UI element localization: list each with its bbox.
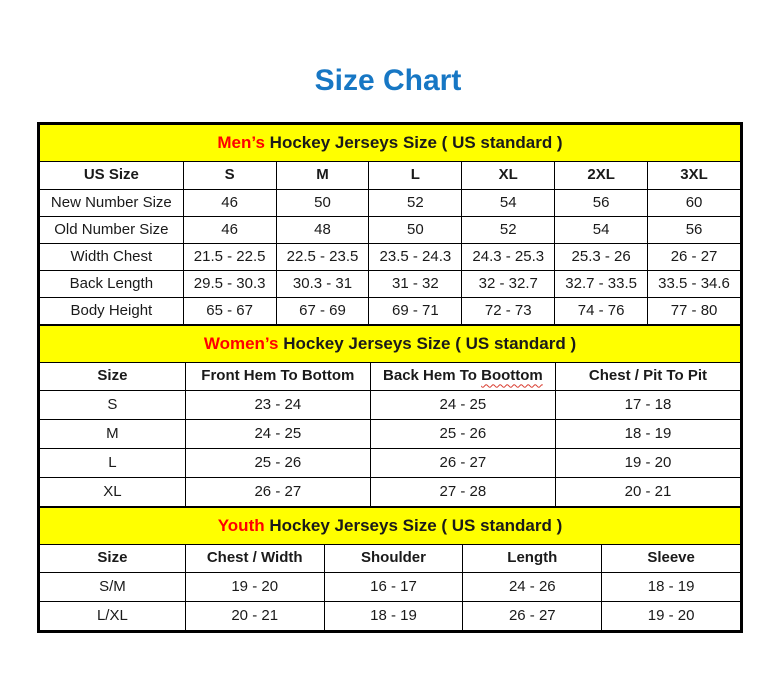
table-row [40,298,741,325]
column-header: Length [463,545,602,573]
row-label: Old Number Size [40,217,184,244]
size-value: 32.7 - 33.5 [555,271,648,298]
size-value: 52 [369,190,462,217]
row-label: Body Height [40,298,184,325]
column-header: Chest / Pit To Pit [555,363,740,391]
size-value: 25.3 - 26 [555,244,648,271]
column-header: Size [40,545,186,573]
table-row [40,190,741,217]
size-value: 20 - 21 [555,478,740,507]
size-value: 52 [462,217,555,244]
size-value: 25 - 26 [185,449,370,478]
column-header: M [276,162,369,190]
size-value: 69 - 71 [369,298,462,325]
size-value: 60 [648,190,741,217]
womens-size-table [39,325,741,507]
mens-section-header-row [40,125,741,162]
size-value: 24 - 25 [185,420,370,449]
table-row [40,271,741,298]
size-value: 24 - 25 [370,391,555,420]
size-value: 29.5 - 30.3 [183,271,276,298]
size-value: 46 [183,190,276,217]
size-value: 19 - 20 [555,449,740,478]
row-label: Back Length [40,271,184,298]
womens-section-header-row [40,326,741,363]
row-label: L/XL [40,602,186,631]
table-row [40,573,741,602]
size-value: 67 - 69 [276,298,369,325]
row-label: S/M [40,573,186,602]
size-value: 21.5 - 22.5 [183,244,276,271]
womens-accent-label: Women’s [203,333,279,353]
column-header: 3XL [648,162,741,190]
size-value: 65 - 67 [183,298,276,325]
size-value: 18 - 19 [555,420,740,449]
youth-section-header-row [40,508,741,545]
size-value: 50 [276,190,369,217]
size-value: 54 [462,190,555,217]
size-value: 25 - 26 [370,420,555,449]
youth-column-header-row [40,545,741,573]
column-header [370,363,555,391]
size-value: 26 - 27 [463,602,602,631]
row-label: XL [40,478,186,507]
column-header: S [183,162,276,190]
column-header: Shoulder [324,545,463,573]
size-value: 56 [555,190,648,217]
size-value: 16 - 17 [324,573,463,602]
size-value: 46 [183,217,276,244]
size-value: 74 - 76 [555,298,648,325]
size-value: 23 - 24 [185,391,370,420]
youth-band-text: Hockey Jerseys Size ( US standard ) [269,515,563,535]
table-row [40,391,741,420]
size-value: 72 - 73 [462,298,555,325]
size-value: 19 - 20 [185,573,324,602]
size-value: 26 - 27 [185,478,370,507]
column-header: XL [462,162,555,190]
size-value: 24.3 - 25.3 [462,244,555,271]
column-header: Chest / Width [185,545,324,573]
mens-band-text: Hockey Jerseys Size ( US standard ) [269,132,563,152]
page-title: Size Chart [314,64,462,97]
column-header: Size [40,363,186,391]
size-value: 20 - 21 [185,602,324,631]
column-header: L [369,162,462,190]
column-header: 2XL [555,162,648,190]
table-row [40,602,741,631]
size-value: 18 - 19 [602,573,741,602]
mens-column-header-row [40,162,741,190]
size-value: 54 [555,217,648,244]
womens-band-text: Hockey Jerseys Size ( US standard ) [283,333,577,353]
mens-section-header [40,125,741,162]
youth-size-table [39,507,741,631]
size-value: 23.5 - 24.3 [369,244,462,271]
size-value: 32 - 32.7 [462,271,555,298]
size-value: 77 - 80 [648,298,741,325]
column-header-text: Back Hem To [383,367,477,385]
row-label: M [40,420,186,449]
size-value: 33.5 - 34.6 [648,271,741,298]
size-value: 27 - 28 [370,478,555,507]
column-header: Sleeve [602,545,741,573]
youth-section-header [40,508,741,545]
size-value: 17 - 18 [555,391,740,420]
column-header: US Size [40,162,184,190]
table-row [40,217,741,244]
womens-section-header [40,326,741,363]
table-row [40,478,741,507]
table-row [40,244,741,271]
row-label: Width Chest [40,244,184,271]
size-value: 19 - 20 [602,602,741,631]
youth-accent-label: Youth [217,515,265,535]
size-value: 22.5 - 23.5 [276,244,369,271]
column-header: Front Hem To Bottom [185,363,370,391]
mens-accent-label: Men’s [217,132,265,152]
size-value: 56 [648,217,741,244]
misspelled-word: Boottom [481,367,543,385]
size-chart [37,122,743,633]
row-label: S [40,391,186,420]
row-label: New Number Size [40,190,184,217]
size-value: 31 - 32 [369,271,462,298]
size-value: 26 - 27 [648,244,741,271]
size-value: 18 - 19 [324,602,463,631]
size-value: 30.3 - 31 [276,271,369,298]
womens-column-header-row [40,363,741,391]
table-row [40,449,741,478]
size-value: 26 - 27 [370,449,555,478]
size-value: 24 - 26 [463,573,602,602]
table-row [40,420,741,449]
size-value: 50 [369,217,462,244]
size-value: 48 [276,217,369,244]
row-label: L [40,449,186,478]
mens-size-table [39,124,741,325]
